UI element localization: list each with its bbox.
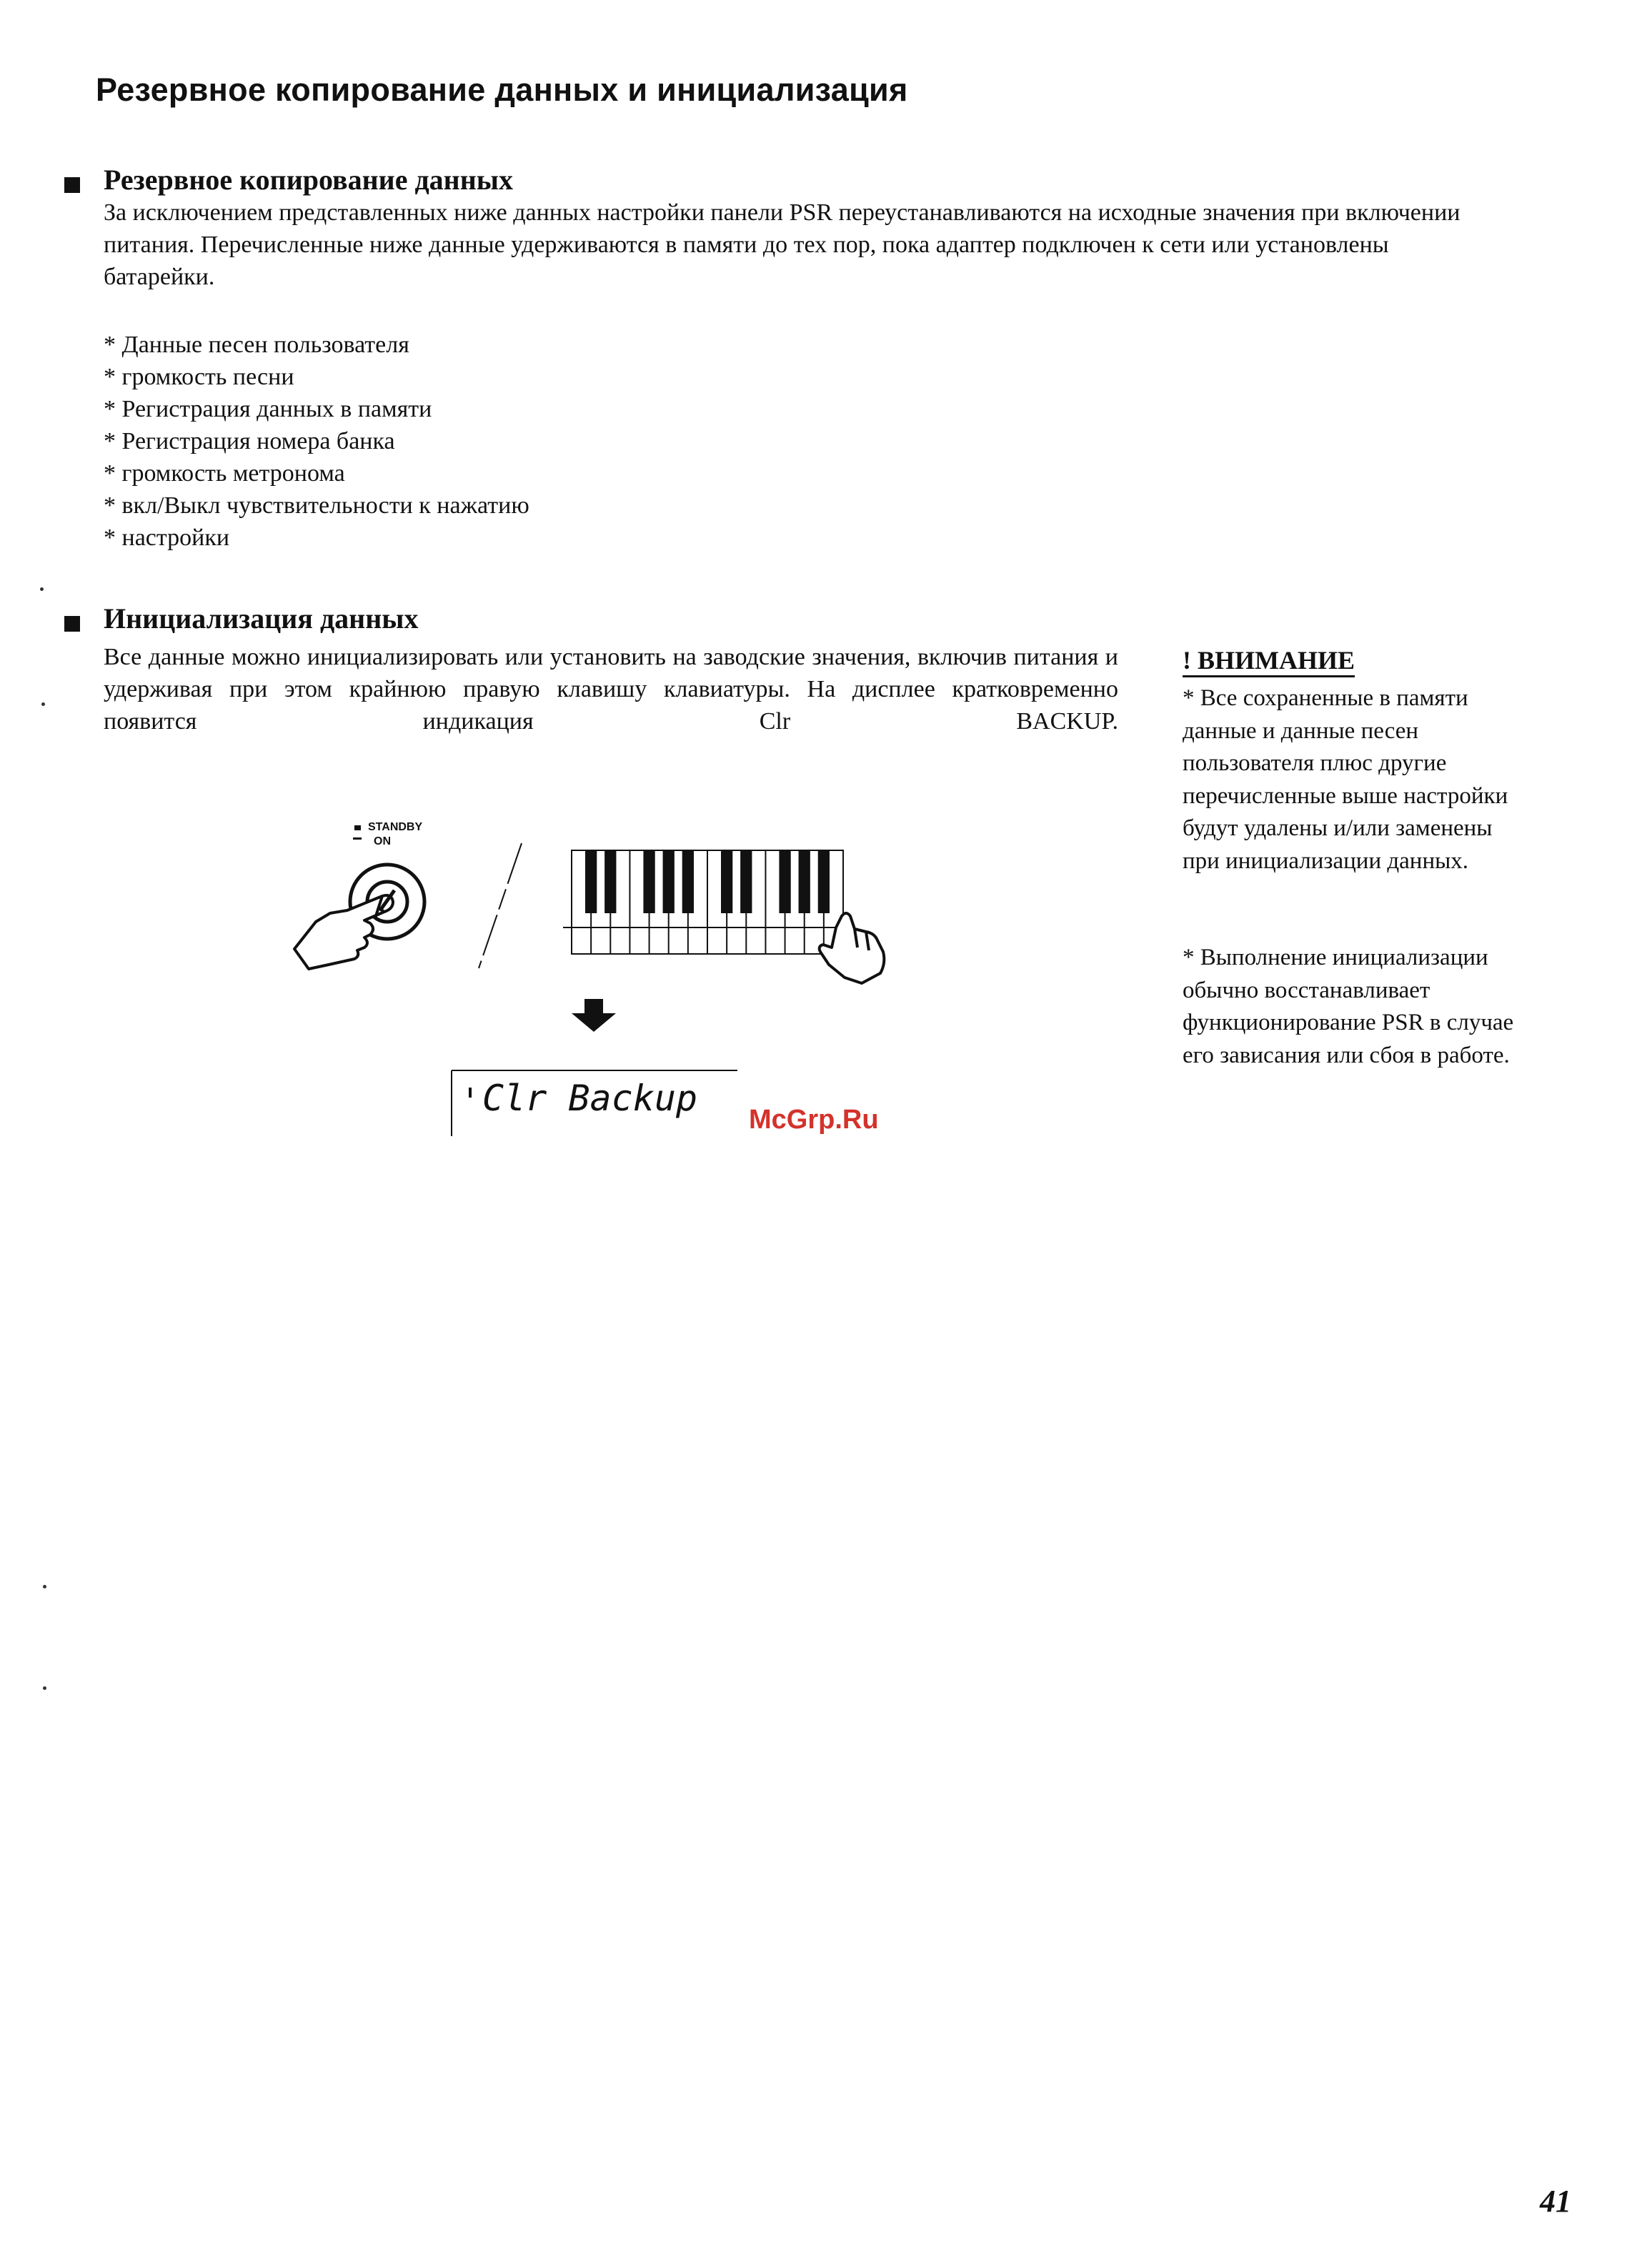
black-key xyxy=(682,850,694,913)
standby-label: STANDBY xyxy=(368,821,423,833)
scan-dot xyxy=(43,1686,46,1690)
standby-mark xyxy=(354,825,361,830)
down-arrow-icon xyxy=(572,999,616,1032)
section-bullet xyxy=(64,616,80,632)
watermark: McGrp.Ru xyxy=(749,1105,879,1135)
list-item: * настройки xyxy=(104,524,230,551)
black-key xyxy=(799,850,810,913)
list-item: * громкость метронома xyxy=(104,460,345,487)
list-item: * вкл/Выкл чувствительности к нажатию xyxy=(104,492,529,519)
black-key xyxy=(818,850,830,913)
backup-items-list xyxy=(104,329,529,554)
attention-title: ! ВНИМАНИЕ xyxy=(1183,645,1355,677)
diagram-divider xyxy=(479,843,522,968)
list-item: * Регистрация номера банка xyxy=(104,428,395,454)
lcd-indicator xyxy=(469,1088,472,1098)
attention-note-2: * Выполнение инициализации обычно восстанавливает функционирование PSR в случае его зависания или сбоя в работе. xyxy=(1183,945,1514,1068)
section-heading-init: Инициализация данных xyxy=(104,602,419,635)
black-key xyxy=(721,850,732,913)
scan-dot xyxy=(43,1585,46,1588)
init-paragraph: Все данные можно инициализировать или установить на заводские значения, включив питания и удерживая при этом крайнюю правую клавишу клавиатуры. На дисплее кратковременно появится индикация Clr BACKUP. xyxy=(104,644,1118,735)
page-title: Резервное копирование данных и инициализация xyxy=(96,71,908,108)
hand-icon xyxy=(294,895,393,969)
black-key xyxy=(585,850,597,913)
black-key xyxy=(663,850,675,913)
list-item: * Регистрация данных в памяти xyxy=(104,396,432,422)
standby-label-group xyxy=(368,820,422,849)
lcd-display-text: Clr Backup xyxy=(482,1078,698,1119)
section-bullet xyxy=(64,177,80,193)
list-item: * громкость песни xyxy=(104,364,294,390)
attention-note-1: * Все сохраненные в памяти данные и данные песен пользователя плюс другие перечисленные выше настройки будут удалены и/или заменены при инициализации данных. xyxy=(1183,685,1508,874)
black-key xyxy=(779,850,790,913)
black-key xyxy=(604,850,616,913)
black-key xyxy=(740,850,752,913)
section-heading-backup: Резервное копирование данных xyxy=(104,164,514,196)
page-number: 41 xyxy=(1540,2184,1571,2219)
backup-paragraph: За исключением представленных ниже данных настройки панели PSR переустанавливаются на исходные значения при включении питания. Перечисленные ниже данные удерживаются в памяти до тех пор, пока адаптер подключен к сети или установлены батарейки. xyxy=(104,199,1461,290)
on-mark xyxy=(353,837,362,840)
scan-dot xyxy=(41,702,45,706)
black-key xyxy=(643,850,655,913)
list-item: * Данные песен пользователя xyxy=(104,332,409,358)
on-label: ON xyxy=(374,835,391,847)
scan-dot xyxy=(40,587,44,591)
